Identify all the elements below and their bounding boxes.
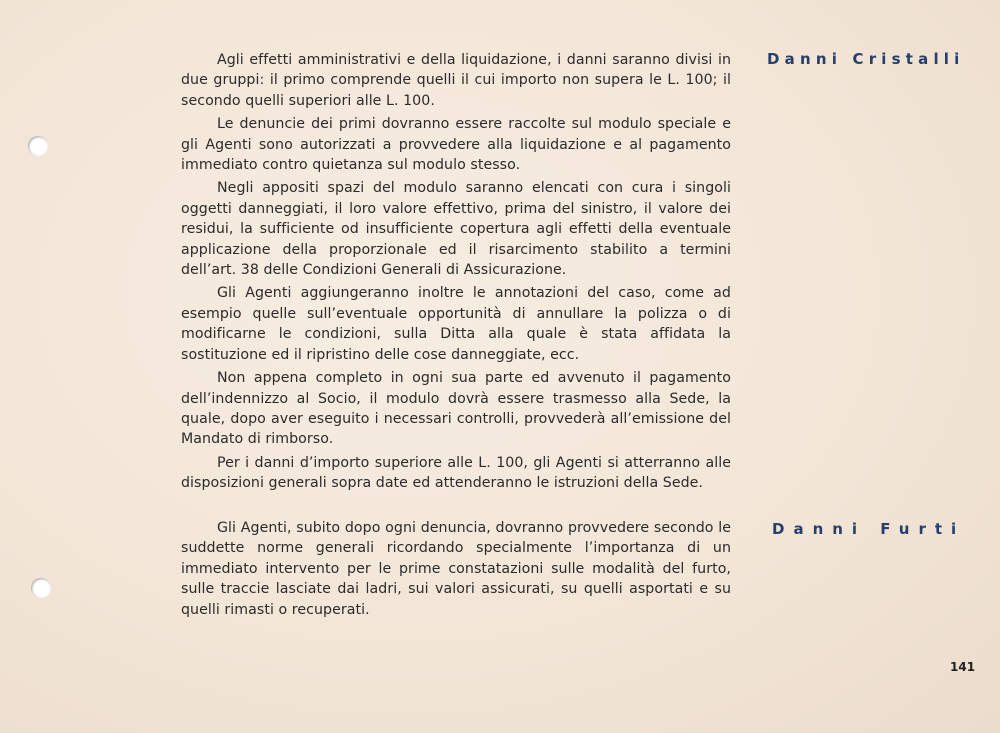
paragraph: Gli Agenti aggiungeranno inoltre le annotazioni del caso, come ad esempio quelle sull’eventuale opportunità di annullare la polizza o di modificarne le condizioni, sulla Ditta alla quale è stata affidata la sostituzione ed il ripristino delle cose danneggiate, ecc. — [181, 285, 731, 363]
paragraph: Per i danni d’importo superiore alle L. 100, gli Agenti si atterranno alle disposizioni generali sopra date ed attenderanno le istruzioni della Sede. — [181, 454, 731, 492]
section-danni-cristalli — [181, 50, 731, 497]
paragraph: Negli appositi spazi del modulo saranno elencati con cura i singoli oggetti danneggiati, il loro valore effettivo, prima del sinistro, il valore dei residui, la sufficiente od insufficiente copertura agli effetti della eventuale applicazione della proporzionale ed il risarcimento stabilito a termini dell’art. 38 delle Condizioni Generali di Assicurazione. — [181, 180, 731, 279]
punch-hole-bottom — [31, 578, 51, 598]
section-danni-furti — [181, 518, 731, 623]
paragraph: Non appena completo in ogni sua parte ed avvenuto il pagamento dell’indennizzo al Socio, il modulo dovrà essere trasmesso alla Sede, la quale, dopo aver eseguito i necessari controlli, provvederà all’emissione del Mandato di rimborso. — [181, 370, 731, 448]
paragraph: Agli effetti amministrativi e della liquidazione, i danni saranno divisi in due gruppi: il primo comprende quelli il cui importo non supera le L. 100; il secondo quelli superiori alle L. 100. — [181, 52, 731, 109]
punch-hole-top — [28, 136, 48, 156]
paragraph: Gli Agenti, subito dopo ogni denuncia, dovranno provvedere secondo le suddette norme generali ricordando specialmente l’importanza di un immediato intervento per le prime constatazioni sulle modalità del furto, sulle traccie lasciate dai ladri, sui valori assicurati, su quelli asportati e su quelli rimasti o recuperati. — [181, 520, 731, 618]
paragraph: Le denuncie dei primi dovranno essere raccolte sul modulo speciale e gli Agenti sono autorizzati a provvedere alla liquidazione e al pagamento immediato contro quietanza sul modulo stesso. — [181, 116, 731, 174]
page-number: 141 — [950, 660, 976, 674]
section-heading-danni-cristalli: Danni Cristalli — [767, 50, 965, 68]
section-heading-danni-furti: Danni Furti — [772, 520, 966, 538]
